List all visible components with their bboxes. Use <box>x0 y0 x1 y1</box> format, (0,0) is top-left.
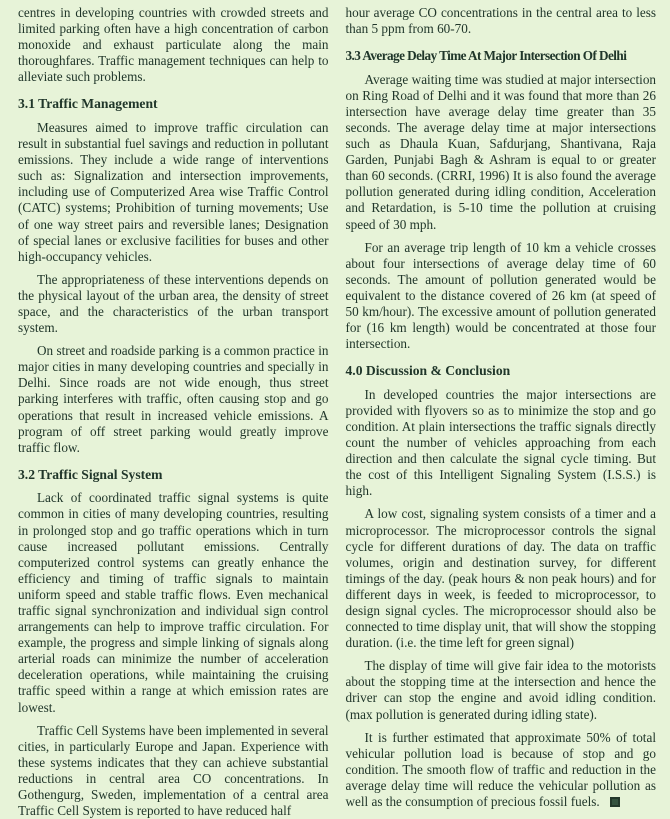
left-column <box>18 5 329 819</box>
paragraph-final-text: It is further estimated that approximate 50% of total vehicular pollution load is because of stop and go condition. The smooth flow of traffic and reduction in the average delay time will reduce the vehicular pollution as well as the consumption of precious fossil fuels. <box>345 729 656 810</box>
paragraph: The display of time will give fair idea to the motorists about the stopping time at the intersection and hence the driver can stop the engine and avoid idling condition. (max pollution is generated during idling state). <box>345 658 656 722</box>
section-heading-3-3: 3.3 Average Delay Time At Major Intersection Of Delhi <box>345 48 627 64</box>
paragraph: Lack of coordinated traffic signal systems is quite common in cities of many developing countries, resulting in prolonged stop and go traffic operations which in turn cause increased pollutant emissions. Centrally computerized control systems can greatly enhance the efficiency and timing of traffic signals to maintain uniform speed and stable traffic flows. Even mechanical traffic signal synchronization and individual sign control arrangements can help to improve traffic circulation. For example, the progress and simple linking of signals along arterial roads can minimize the number of acceleration deceleration operations, while maintaining the cruising traffic speed within a range at which emission rates are lowest. <box>18 490 329 715</box>
paragraph: On street and roadside parking is a common practice in major cities in many developing countries and specially in Delhi. Since roads are not wide enough, thus street parking interferes with traffic, often causing stop and go operations that result in increased vehicle emissions. A program of off street parking would greatly improve traffic flow. <box>18 343 329 455</box>
end-of-article-marker-icon <box>610 797 620 807</box>
paragraph: In developed countries the major intersections are provided with flyovers so as to minimize the stop and go condition. At plain intersections the traffic signals directly count the number of vehicles approaching from each direction and then calculate the signal cycle timing. But the cost of this Intelligent Signaling System (I.S.S.) is high. <box>345 386 656 499</box>
paragraph-final <box>346 730 657 810</box>
paragraph-continuation: centres in developing countries with crowded streets and limited parking often have a high concentration of carbon monoxide and exhaust particulate along the main thoroughfares. Traffic management techniques can help to alleviate such problems. <box>18 5 329 85</box>
paragraph: For an average trip length of 10 km a vehicle crosses about four intersections of average delay time of 60 seconds. The amount of pollution generated would be equivalent to the distance covered of 26 km (at speed of 50 km/hour). The excessive amount of pollution generated for (16 km length) would be concentrated at those four intersection. <box>345 239 656 352</box>
section-heading-3-1: 3.1 Traffic Management <box>18 96 158 112</box>
paragraph: A low cost, signaling system consists of a timer and a microprocessor. The microprocessor controls the signal cycle for different durations of day. The data on traffic volumes, origin and destination survey, for different timings of the day. (peak hours & non peak hours) and for different days in week, is feeded to microprocessor, to design signal cycles. The microprocessor should also be connected to time display unit, that will show the stopping duration. (i.e. the time left for green signal) <box>345 506 656 651</box>
section-heading-3-2: 3.2 Traffic Signal System <box>18 466 163 482</box>
section-heading-4-0: 4.0 Discussion & Conclusion <box>345 363 511 379</box>
paragraph: Traffic Cell Systems have been implemented in several cities, in particularly Europe and Japan. Experience with these systems indicates that they can achieve substantial reductions in central area CO concentrations. In Gothengurg, Sweden, implementation of a central area Traffic Cell System is reported to have reduced half <box>18 722 329 819</box>
paragraph: The appropriateness of these interventions depends on the physical layout of the urban area, the density of street space, and the characteristics of the urban transport system. <box>18 271 329 336</box>
right-column <box>345 5 657 810</box>
paragraph-continuation: hour average CO concentrations in the central area to less than 5 ppm from 60-70. <box>345 5 656 37</box>
paragraph: Average waiting time was studied at major intersection on Ring Road of Delhi and it was found that more than 26 intersection have average delay time greater than 35 seconds. The average delay time at major intersections such as Dhaula Kuan, Safdurjang, Shantivana, Raja Garden, Punjabi Bagh & Ashram is equal to or greater than 60 seconds. (CRRI, 1996) It is also found the average pollution generated during idling condition, Acceleration and Retardation, is 5-10 time the pollution at cruising speed of 30 mph. <box>345 71 656 232</box>
paragraph: Measures aimed to improve traffic circulation can result in substantial fuel savings and reduction in pollutant emissions. They include a wide range of interventions such as: Signalization and intersection improvements, including use of Computerized Area wise Traffic Control (CATC) systems; Prohibition of turning movements; Use of one way street pairs and reversible lanes; Designation of special lanes or exclusive facilities for buses and other high-occupancy vehicles. <box>18 119 329 264</box>
